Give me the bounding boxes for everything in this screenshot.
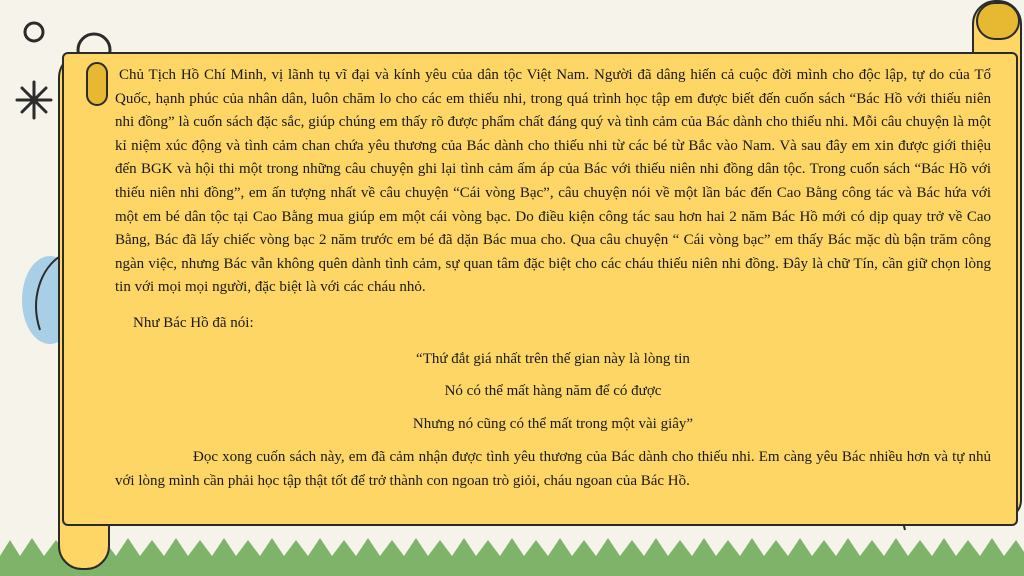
quote-line: “Thứ đắt giá nhất trên thế gian này là lòng tin [416,350,690,367]
document-text [115,64,991,494]
paragraph-quote-intro: Như Bác Hồ đã nói: [133,314,254,331]
quote-line: Nhưng nó cũng có thể mất trong một vài giây” [412,415,694,432]
asterisk-doodle [17,82,51,118]
grass-border [0,538,1024,576]
scroll-top-curl [976,2,1020,40]
paragraph-intro: Chủ Tịch Hồ Chí Minh, vị lãnh tụ vĩ đại và kính yêu của dân tộc Việt Nam. Người đã dâng hiến cả cuộc đời mình cho độc lập, tự do của Tổ Quốc, hạnh phúc của nhân dân, luôn chăm lo cho các em thiếu nhi, trong quá trình học tập em được biết đến cuốn sách “Bác Hồ với thiếu niên nhi đồng” là cuốn sách đặc sắc, giúp chúng em thấy rõ được phẩm chất đáng quý và tình cảm của Bác dành cho thiếu nhi. Mỗi câu chuyện là một kỉ niệm xúc động và tình cảm chan chứa yêu thương của Bác dành cho thiếu nhi từ các bé từ Bắc vào Nam. Và sau đây em xin được giới thiệu đến BGK và hội thi một trong những câu chuyện ghi lại tình cảm ấm áp của Bác với thiếu niên nhi đồng dân tộc. Trong cuốn sách “Bác Hồ với thiếu niên nhi đồng”, em ấn tượng nhất về câu chuyện “Cái vòng Bạc”, câu chuyện nói về một lần bác đến Cao Bằng công tác và Bác hứa với một em bé dân tộc tại Cao Bằng mua giúp em một cái vòng bạc. Do điều kiện công tác sau hơn hai 2 năm Bác Hồ mới có dịp quay trở về Cao Bằng, Bác đã lấy chiếc vòng bạc 2 năm trước em bé đã dặn Bác mua cho. Qua câu chuyện “ Cái vòng bạc” em thấy Bác mặc dù bận trăm công ngàn việc, nhưng Bác vẫn không quên dành tình cảm, sự quan tâm đặc biệt cho các cháu thiếu niên nhi đồng. Đây là chữ Tín, cần giữ chọn lòng tin với mọi mọi người, đặc biệt là với các cháu nhỏ. [115,67,991,296]
circle-doodle [25,23,43,41]
paragraph-conclusion: Đọc xong cuốn sách này, em đã cảm nhận được tình yêu thương của Bác dành cho thiếu nhi. Em càng yêu Bác nhiều hơn và tự nhủ với lòng mình cần phải học tập thật tốt để trở thành con ngoan trò giỏi, cháu ngoan của Bác Hồ. [115,449,991,489]
quote-line: Nó có thể mất hàng năm để có được [444,383,662,400]
scroll-left-curl [86,62,108,106]
